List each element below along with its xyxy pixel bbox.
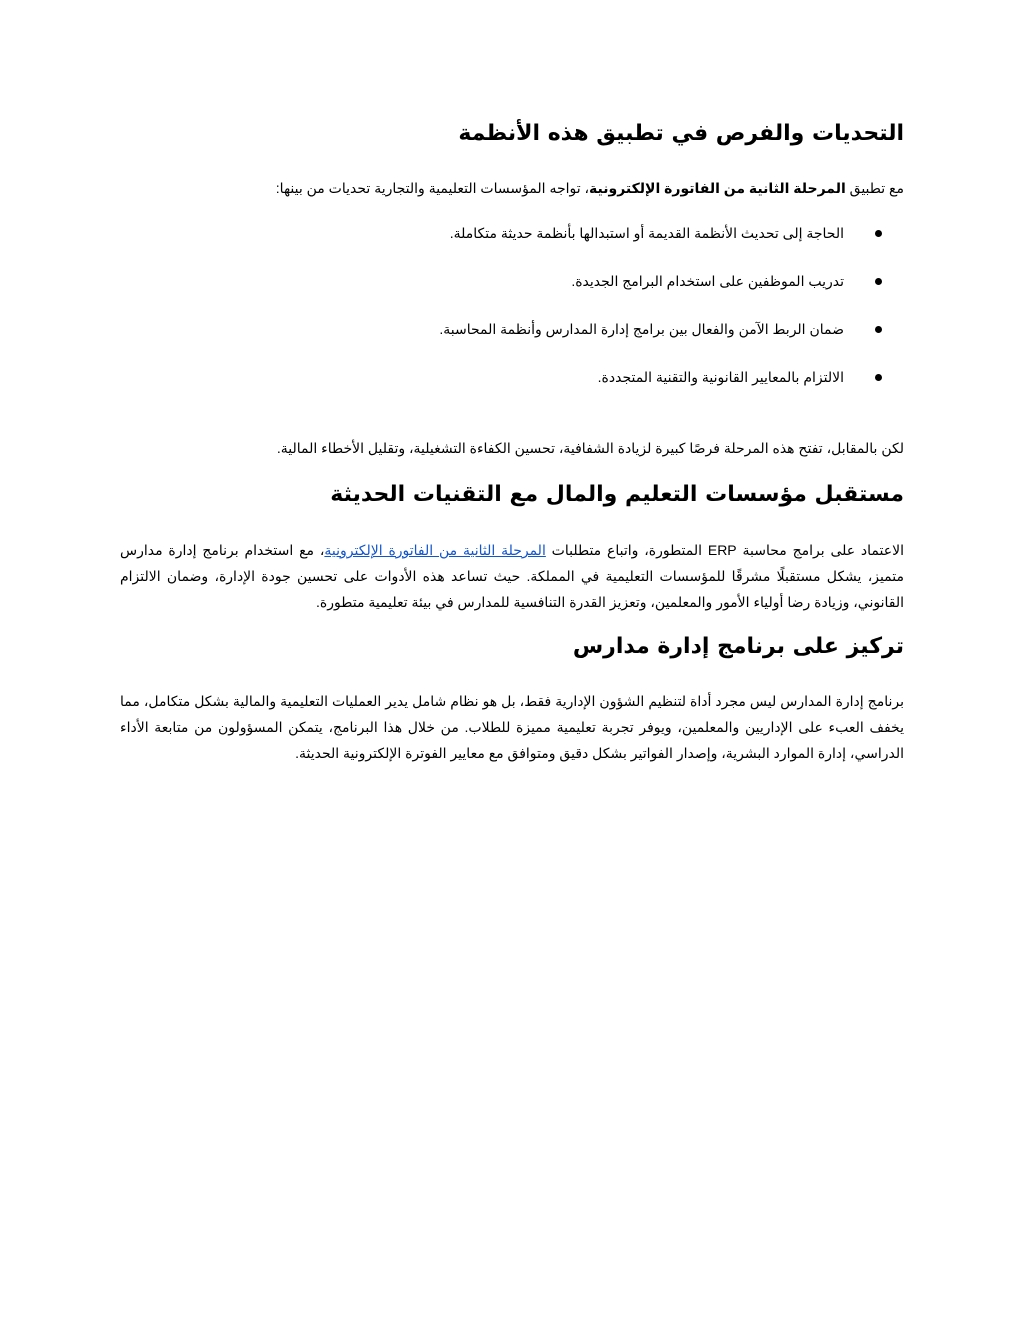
school-management-paragraph: برنامج إدارة المدارس ليس مجرد أداة لتنظيم الشؤون الإدارية فقط، بل هو نظام شامل يدير العمليات التعليمية والمالية بشكل متكامل، مما يخفف العبء على الإداريين والمعلمين، ويوفر تجربة تعليمية مميزة للطلاب. من خلال هذا البرنامج، يتمكن المسؤولون من متابعة الأداء الدراسي، إدارة الموارد البشرية، وإصدار الفواتير بشكل دقيق ومتوافق مع معايير الفوترة الإلكترونية الحديثة. — [120, 693, 904, 761]
list-item-text: الالتزام بالمعايير القانونية والتقنية المتجددة. — [597, 369, 844, 385]
list-item — [120, 220, 844, 268]
list-item-text: ضمان الربط الآمن والفعال بين برامج إدارة المدارس وأنظمة المحاسبة. — [439, 321, 844, 337]
future-paragraph — [120, 537, 904, 615]
intro-suffix: ، تواجه المؤسسات التعليمية والتجارية تحديات من بينها: — [275, 180, 590, 196]
future-suffix: ، مع استخدام برنامج إدارة مدارس متميز، يشكل مستقبلًا مشرقًا للمؤسسات التعليمية في المملكة. حيث تساعد هذه الأدوات على تحسين جودة الإدارة، وضمان الالتزام القانوني، وزيادة رضا أولياء الأمور والمعلمين، وتعزيز القدرة التنافسية للمدارس في بيئة تعليمية متطورة. — [120, 542, 904, 610]
intro-paragraph — [120, 175, 904, 201]
heading-school-management: تركيز على برنامج إدارة مدارس — [572, 634, 904, 659]
bullet-icon — [875, 230, 882, 237]
bullet-icon — [875, 278, 882, 285]
list-item-text: تدريب الموظفين على استخدام البرامج الجديدة. — [571, 273, 844, 289]
list-item-text: الحاجة إلى تحديث الأنظمة القديمة أو استبدالها بأنظمة حديثة متكاملة. — [449, 225, 844, 241]
einvoice-phase2-link[interactable]: المرحلة الثانية من الفاتورة الإلكترونية — [324, 542, 546, 558]
heading-challenges: التحديات والفرص في تطبيق هذه الأنظمة — [458, 121, 904, 146]
bullet-icon — [875, 374, 882, 381]
intro-prefix: مع تطبيق — [845, 180, 904, 196]
heading-future: مستقبل مؤسسات التعليم والمال مع التقنيات الحديثة — [330, 482, 904, 507]
list-item — [120, 364, 844, 412]
list-item — [120, 268, 844, 316]
challenges-list — [120, 220, 904, 412]
list-item — [120, 316, 844, 364]
bullet-icon — [875, 326, 882, 333]
future-prefix: الاعتماد على برامج محاسبة ERP المتطورة، واتباع متطلبات — [545, 542, 904, 558]
intro-bold-term: المرحلة الثانية من الفاتورة الإلكترونية — [589, 180, 846, 196]
opportunities-paragraph: لكن بالمقابل، تفتح هذه المرحلة فرصًا كبيرة لزيادة الشفافية، تحسين الكفاءة التشغيلية، وتقليل الأخطاء المالية. — [276, 440, 904, 456]
